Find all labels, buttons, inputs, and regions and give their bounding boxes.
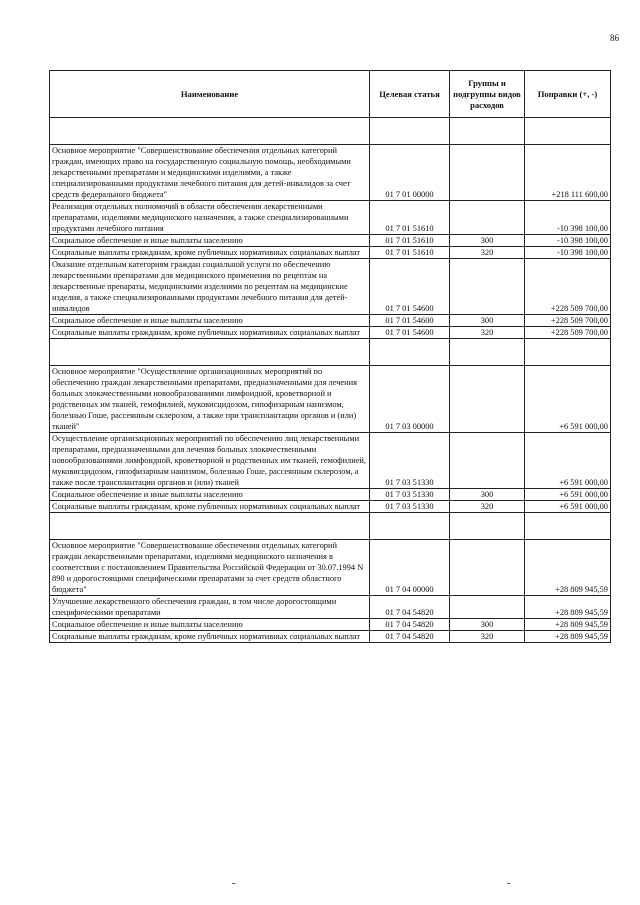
- table-row: [50, 247, 611, 259]
- header-target-article: Целевая статья: [370, 71, 450, 118]
- row-amount-cell: [525, 118, 611, 145]
- row-group-cell: 320: [450, 631, 525, 643]
- budget-amendments-table: [49, 70, 611, 643]
- header-expense-groups: Группы и подгруппы видов расходов: [450, 71, 525, 118]
- row-target-code-cell: 01 7 01 54600: [370, 315, 450, 327]
- row-target-code-cell: 01 7 03 51330: [370, 433, 450, 489]
- row-group-cell: [450, 540, 525, 596]
- row-group-cell: 300: [450, 619, 525, 631]
- row-name-cell: Социальное обеспечение и иные выплаты населению: [50, 619, 370, 631]
- row-target-code-cell: 01 7 04 54820: [370, 596, 450, 619]
- row-target-code-cell: [370, 339, 450, 366]
- header-name: Наименование: [50, 71, 370, 118]
- row-name-cell: Социальные выплаты гражданам, кроме публичных нормативных социальных выплат: [50, 631, 370, 643]
- row-group-cell: [450, 118, 525, 145]
- row-name-cell: Основное мероприятие "Совершенствование обеспечения отдельных категорий граждан, имеющих право на государственную социальную помощь, необходимыми лекарственными препаратами и медицинскими изделиями, а также специализированными продуктами лечебного питания для детей-инвалидов за счет средств федерального бюджета": [50, 145, 370, 201]
- row-group-cell: [450, 433, 525, 489]
- row-name-cell: Социальное обеспечение и иные выплаты населению: [50, 489, 370, 501]
- row-target-code-cell: 01 7 03 00000: [370, 366, 450, 433]
- row-amount-cell: +6 591 000,00: [525, 489, 611, 501]
- table-row: [50, 366, 611, 433]
- row-name-cell: Основное мероприятие "Совершенствование обеспечения отдельных категорий граждан лекарственными препаратами, изделиями медицинского назначения в соответствии с постановлением Правительства Российской Федерации от 30.07.1994 N 890 и дорогостоящими специфическими препаратами за счет средств областного бюджета": [50, 540, 370, 596]
- table-row: [50, 596, 611, 619]
- row-name-cell: Социальные выплаты гражданам, кроме публичных нормативных социальных выплат: [50, 501, 370, 513]
- row-amount-cell: -10 398 100,00: [525, 235, 611, 247]
- table-row: [50, 235, 611, 247]
- row-amount-cell: +28 809 945,59: [525, 619, 611, 631]
- row-amount-cell: +28 809 945,59: [525, 596, 611, 619]
- row-target-code-cell: 01 7 01 54600: [370, 327, 450, 339]
- row-name-cell: Оказание отдельным категориям граждан социальной услуги по обеспечению лекарственными препаратами для медицинского применения по рецептам на лекарственные препараты, медицинскими изделиями по рецептам на медицинские изделия, а также специализированными продуктами лечебного питания для детей-инвалидов: [50, 259, 370, 315]
- row-group-cell: [450, 366, 525, 433]
- row-target-code-cell: 01 7 01 51610: [370, 201, 450, 235]
- row-target-code-cell: 01 7 01 51610: [370, 235, 450, 247]
- table-row: [50, 619, 611, 631]
- table-row: [50, 540, 611, 596]
- row-group-cell: 320: [450, 327, 525, 339]
- table-row: [50, 631, 611, 643]
- row-group-cell: [450, 339, 525, 366]
- table-row: [50, 145, 611, 201]
- row-group-cell: 300: [450, 315, 525, 327]
- row-target-code-cell: [370, 118, 450, 145]
- table-row: [50, 118, 611, 145]
- table-body: [50, 118, 611, 643]
- row-amount-cell: +28 809 945,59: [525, 540, 611, 596]
- row-group-cell: [450, 145, 525, 201]
- table-row: [50, 315, 611, 327]
- row-target-code-cell: 01 7 01 51610: [370, 247, 450, 259]
- footer-mark: -: [507, 878, 511, 889]
- row-amount-cell: +6 591 000,00: [525, 433, 611, 489]
- footer-mark: -: [232, 878, 236, 889]
- row-group-cell: 320: [450, 247, 525, 259]
- row-amount-cell: +6 591 000,00: [525, 366, 611, 433]
- row-name-cell: Социальное обеспечение и иные выплаты населению: [50, 235, 370, 247]
- row-target-code-cell: 01 7 04 54820: [370, 619, 450, 631]
- row-name-cell: Осуществление организационных мероприятий по обеспечению лиц лекарственными препаратами, предназначенными для лечения больных злокачественными новообразованиями лимфоидной, кроветворной и родственных им тканей, гемофилией, муковисцидозом, гипофизарным нанизмом, болезнью Гоше, рассеянным склерозом, а также после трансплантации органов и (или) тканей: [50, 433, 370, 489]
- row-amount-cell: +228 509 700,00: [525, 259, 611, 315]
- row-name-cell: Социальные выплаты гражданам, кроме публичных нормативных социальных выплат: [50, 327, 370, 339]
- row-target-code-cell: 01 7 01 00000: [370, 145, 450, 201]
- table-row: [50, 339, 611, 366]
- row-target-code-cell: [370, 513, 450, 540]
- page-number: 86: [610, 33, 619, 43]
- table-row: [50, 489, 611, 501]
- row-name-cell: [50, 513, 370, 540]
- row-group-cell: [450, 596, 525, 619]
- row-target-code-cell: 01 7 04 54820: [370, 631, 450, 643]
- table-row: [50, 501, 611, 513]
- row-amount-cell: +218 111 600,00: [525, 145, 611, 201]
- row-name-cell: Улучшение лекарственного обеспечения граждан, в том числе дорогостоящими специфическими препаратами: [50, 596, 370, 619]
- row-group-cell: [450, 513, 525, 540]
- row-name-cell: Социальное обеспечение и иные выплаты населению: [50, 315, 370, 327]
- row-amount-cell: -10 398 100,00: [525, 247, 611, 259]
- header-amendments: Поправки (+, -): [525, 71, 611, 118]
- row-group-cell: 300: [450, 489, 525, 501]
- row-amount-cell: +228 509 700,00: [525, 327, 611, 339]
- table-row: [50, 433, 611, 489]
- table-row: [50, 513, 611, 540]
- row-name-cell: Реализация отдельных полномочий в области обеспечения лекарственными препаратами, изделиями медицинского назначения, а также специализированными продуктами лечебного питания: [50, 201, 370, 235]
- row-amount-cell: -10 398 100,00: [525, 201, 611, 235]
- table-row: [50, 327, 611, 339]
- row-target-code-cell: 01 7 03 51330: [370, 501, 450, 513]
- row-name-cell: Основное мероприятие "Осуществление организационных мероприятий по обеспечению граждан лекарственными препаратами, предназначенными для лечения больных злокачественными новообразованиями лимфоидной, кроветворной и родственных им тканей, гемофилией, муковисцидозом, гипофизарным нанизмом, болезнью Гоше, рассеянным склерозом, а также при трансплантации органов и (или) тканей": [50, 366, 370, 433]
- table-row: [50, 259, 611, 315]
- row-name-cell: [50, 339, 370, 366]
- row-target-code-cell: 01 7 04 00000: [370, 540, 450, 596]
- row-amount-cell: [525, 339, 611, 366]
- row-group-cell: 320: [450, 501, 525, 513]
- row-name-cell: [50, 118, 370, 145]
- row-group-cell: 300: [450, 235, 525, 247]
- row-target-code-cell: 01 7 01 54600: [370, 259, 450, 315]
- table-row: [50, 201, 611, 235]
- row-target-code-cell: 01 7 03 51330: [370, 489, 450, 501]
- row-amount-cell: [525, 513, 611, 540]
- table-header-row: [50, 71, 611, 118]
- row-group-cell: [450, 259, 525, 315]
- row-group-cell: [450, 201, 525, 235]
- row-amount-cell: +6 591 000,00: [525, 501, 611, 513]
- row-amount-cell: +228 509 700,00: [525, 315, 611, 327]
- row-amount-cell: +28 809 945,59: [525, 631, 611, 643]
- row-name-cell: Социальные выплаты гражданам, кроме публичных нормативных социальных выплат: [50, 247, 370, 259]
